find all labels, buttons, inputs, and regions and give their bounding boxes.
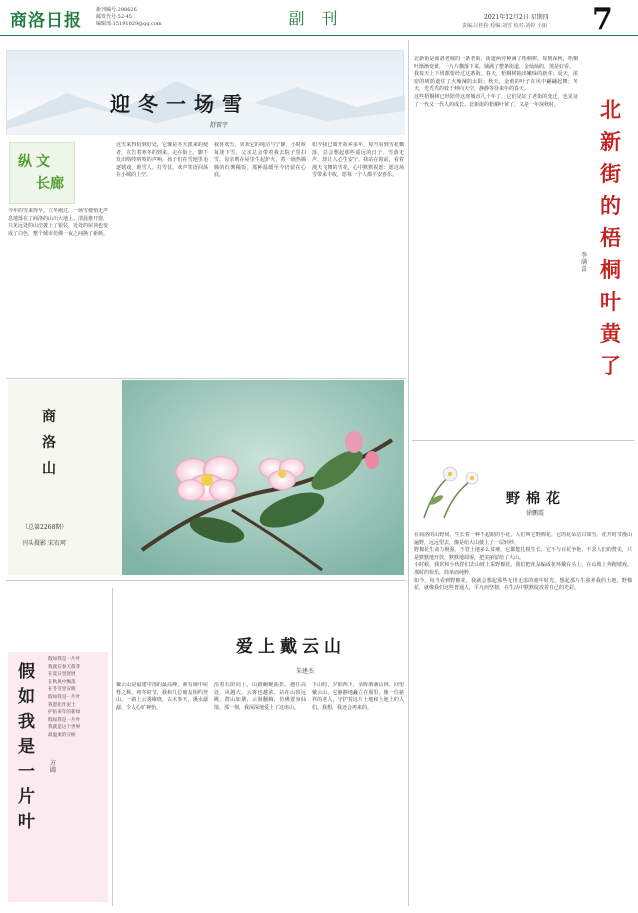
column-badge bbox=[9, 142, 75, 204]
issue-date: 2021年12月2日 星期四 bbox=[484, 14, 549, 21]
poem-line: 假如我是一片叶 bbox=[48, 657, 81, 662]
camellia-flower-image bbox=[122, 380, 404, 575]
paragraph: 如今我已离开故乡多年，每当看到雪花飘落，总会想起那些遥远的日子。雪落无声，却让人心生安宁。我站在窗前，看着漫天飞舞的雪花，心中默默祝愿：愿这场雪带来丰收，愿每一个人都平安喜乐。 bbox=[312, 142, 404, 179]
paragraph: 戴云山是福建中部的最高峰，素有闽中屋脊之称。初冬时节，我和几位朋友相约登山，一路上云雾缭绕，古木参天，溪水潺潺，令人心旷神怡。 bbox=[116, 682, 208, 711]
poem-line: 假如我是一片叶 bbox=[48, 717, 81, 723]
publication-info bbox=[96, 7, 162, 28]
masthead bbox=[0, 0, 638, 36]
poem-line: 在夏日里舒展 bbox=[48, 672, 76, 678]
section-divider bbox=[6, 580, 406, 581]
paragraph: 如今，每当看到野棉花，我就会想起那些无忧无虑的童年时光，想起那片生我养我的土地。野棉花，就像我们这些普通人，平凡而坚韧，在生活中默默绽放着自己的光彩。 bbox=[414, 577, 632, 592]
info-line: 邮发代号:52-45 bbox=[96, 14, 133, 20]
section-label: 副 刊 bbox=[288, 9, 344, 28]
poem-line: 最温柔的守候 bbox=[48, 732, 76, 738]
article-title-wildcotton: 野棉花 bbox=[506, 491, 566, 507]
article-author-northstreet: 李满喜 bbox=[581, 252, 588, 273]
article-author-wildcotton: 徐鹏霞 bbox=[526, 510, 545, 517]
paragraph: 在商洛的山野间，生长着一种不起眼的小花，人们叫它野棉花。它的花朵洁白如雪，花开时节漫山遍野，远远望去，像是给大山披上了一层轻纱。 bbox=[414, 532, 632, 546]
paragraph: 这雪来得恰到好处，它像是冬天派来的使者，宣告着寒冬的到来。走在街上，脚下发出咯吱咯吱的声响，孩子们在雪地里追逐嬉戏，堆雪人、打雪仗，欢声笑语回荡在小城的上空。 bbox=[116, 142, 208, 179]
column-divider bbox=[112, 588, 113, 906]
photo-title: 商洛山 bbox=[42, 409, 56, 477]
column-badge-text: 文 bbox=[36, 154, 50, 170]
paragraph: 我喜欢雪，喜欢它的纯洁与宁静。小时候每逢下雪，父亲总会带着我去院子里扫雪，母亲则在屋里生起炉火，煮一锅热腾腾的红薯稀饭。那种温暖至今仍留在心底。 bbox=[214, 142, 306, 179]
snow-body-col1 bbox=[8, 208, 108, 374]
daiyun-body-col3 bbox=[312, 682, 404, 904]
paragraph: 这些梧桐树已经陪伴这座城市几十年了，它们见证了老街的变迁，也见证了一代又一代人的成长。北新街的梧桐叶黄了，又是一年深秋时。 bbox=[414, 93, 578, 108]
poem-line: 假如我是一片叶 bbox=[48, 694, 81, 700]
poem-title: 假如我是一片叶 bbox=[18, 662, 35, 832]
page-number: 7 bbox=[592, 2, 613, 37]
info-line: 编辑部:15191029@qq.com bbox=[96, 21, 162, 27]
issue-number: （总第2268期） bbox=[22, 524, 68, 531]
poem-line: 我就是这个世界 bbox=[48, 725, 81, 731]
poem-author: 方圆 bbox=[50, 760, 57, 774]
wildcotton-body bbox=[414, 532, 632, 904]
poem-body bbox=[48, 656, 106, 740]
section-divider bbox=[412, 440, 634, 441]
article-title-daiyun: 爱上戴云山 bbox=[236, 637, 346, 657]
paragraph: 北新街是商洛老城的一条老街，街道两旁种满了梧桐树。每到深秋，梧桐叶渐渐变黄，一片片飘落下来，铺满了整条街道，金灿灿的，煞是好看。 bbox=[414, 56, 578, 70]
article-author-daiyun: 朱建杰 bbox=[296, 668, 315, 675]
wild-cotton-illustration bbox=[414, 448, 494, 520]
snow-body-col3 bbox=[214, 142, 306, 374]
editors-line: 责编:吕桂粉 校编:刘雪 校对:刘婷 小丽 bbox=[462, 23, 547, 29]
paragraph: 今年的雪来得早。立冬刚过，一场雪便悄无声息地落在了商洛的山川大地上。清晨推开窗，只见远处的山峦披上了银装，近处的屋顶也变成了白色，整个城市仿佛一夜之间换了新颜。 bbox=[8, 208, 108, 237]
poem-line: 在冬雪里安眠 bbox=[48, 687, 76, 693]
paragraph: 沿着石阶向上，山路蜿蜒曲折。越往高处，风越大，云雾也越浓。站在山顶远眺，群山如黛，云海翻腾，仿佛置身仙境。那一刻，我深深地爱上了这座山。 bbox=[214, 682, 306, 711]
poem-line: 我愿化作泥土 bbox=[48, 702, 76, 708]
poem-line: 我就在春天萌芽 bbox=[48, 664, 81, 670]
snow-body-col2 bbox=[116, 142, 208, 374]
snow-body-col4 bbox=[312, 142, 404, 374]
column-badge-text: 纵 bbox=[18, 154, 32, 170]
photo-credit: 刊头摄影 宋宥珂 bbox=[22, 540, 66, 547]
column-badge-text: 长廊 bbox=[36, 176, 64, 192]
daiyun-body-col2 bbox=[214, 682, 306, 904]
article-title-snow: 迎冬一场雪 bbox=[110, 92, 250, 116]
paragraph: 小时候，我常和小伙伴们去山坡上采野棉花。我们把花朵编成花环戴在头上，在山坡上奔跑嬉戏。那时的快乐，简单而纯粹。 bbox=[414, 562, 632, 576]
paragraph: 下山时，夕阳西下，余晖洒满山林。回望戴云山，它静静地矗立在那里，像一位慈祥的老人，守护着这片土地和土地上的人们。我想，我还会再来的。 bbox=[312, 682, 404, 711]
flower-photo bbox=[122, 380, 404, 575]
flower-bloom bbox=[175, 456, 239, 502]
paragraph: 野棉花生命力极强，不管土地多么贫瘠，它都能扎根生长。它不与百花争艳，不求人们的赞美，只是默默地开放，默默地凋零，把美丽留给了大山。 bbox=[414, 547, 632, 561]
newspaper-logo: 商洛日报 bbox=[10, 11, 82, 31]
northstreet-body bbox=[414, 56, 578, 436]
column-divider bbox=[408, 40, 409, 906]
paragraph: 我每天上下班都要经过这条街。春天，梧桐树抽出嫩绿的新芽；夏天，浓密的树荫遮住了火辣辣的太阳；秋天，金黄的叶子在风中翩翩起舞；冬天，光秃秃的枝干伸向天空，静静等待来年的春天。 bbox=[414, 71, 578, 93]
poem-line: 在秋风中飘落 bbox=[48, 679, 76, 685]
poem-line: 护佑来年的新绿 bbox=[48, 710, 81, 716]
info-line: 新刊编号:298626 bbox=[96, 7, 137, 13]
section-divider bbox=[6, 378, 406, 379]
article-author-snow: 舒雷宇 bbox=[210, 122, 229, 129]
daiyun-body-col1 bbox=[116, 682, 208, 904]
article-title-northstreet: 北新街的梧桐叶黄了 bbox=[600, 97, 621, 378]
